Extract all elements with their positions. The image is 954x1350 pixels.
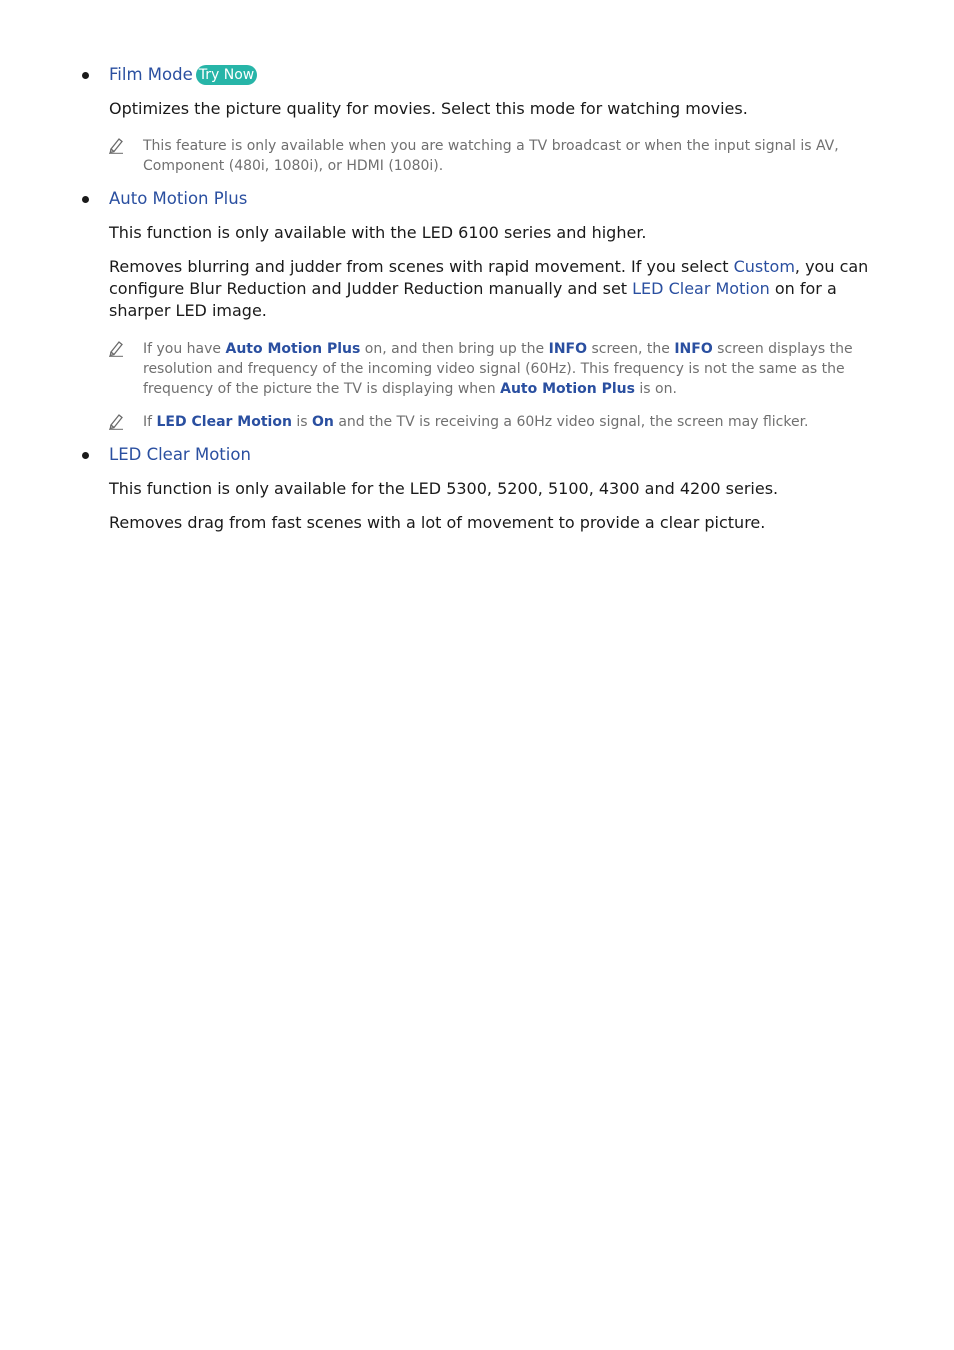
info-link[interactable]: INFO xyxy=(548,341,587,357)
text-run: If xyxy=(143,414,157,430)
text-run: on for a sharper LED image. xyxy=(109,279,837,320)
try-now-button[interactable]: Try Now xyxy=(196,65,257,85)
text-run: If you have xyxy=(143,341,226,357)
pencil-icon xyxy=(108,412,124,430)
paragraph: Optimizes the picture quality for movies. Select this mode for watching movies. xyxy=(109,99,748,118)
text-run: is on. xyxy=(634,381,677,397)
text-run: and the TV is receiving a 60Hz video signal, the screen may flicker. xyxy=(333,414,809,430)
note-text xyxy=(143,412,868,432)
pencil-icon xyxy=(108,339,124,357)
text-run: screen, the xyxy=(587,341,675,357)
paragraph: This function is only available for the LED 5300, 5200, 5100, 4300 and 4200 series. xyxy=(109,479,779,498)
note-text: This feature is only available when you are watching a TV broadcast or when the input signal is AV, Component (480i, 1080i), or HDMI (1080i). xyxy=(143,138,839,174)
paragraph xyxy=(109,256,869,322)
note-text xyxy=(143,339,868,399)
custom-link[interactable]: Custom xyxy=(733,257,795,276)
film-mode-link[interactable]: Film Mode xyxy=(109,65,193,84)
on-link[interactable]: On xyxy=(312,414,334,430)
auto-motion-plus-link[interactable]: Auto Motion Plus xyxy=(109,189,248,208)
text-run: screen displays the resolution and frequency of the incoming video signal (60Hz). This frequency is not the same as the frequency of the picture the TV is displaying when xyxy=(143,341,853,397)
led-clear-motion-link[interactable]: LED Clear Motion xyxy=(156,414,292,430)
text-run: Removes blurring and judder from scenes with rapid movement. If you select xyxy=(109,257,734,276)
bullet xyxy=(82,196,89,203)
text-run: is xyxy=(291,414,313,430)
led-clear-motion-link[interactable]: LED Clear Motion xyxy=(632,279,770,298)
bullet xyxy=(82,72,89,79)
led-clear-motion-link[interactable]: LED Clear Motion xyxy=(109,445,251,464)
auto-motion-plus-link[interactable]: Auto Motion Plus xyxy=(500,381,635,397)
paragraph: This function is only available with the LED 6100 series and higher. xyxy=(109,223,647,242)
paragraph: Removes drag from fast scenes with a lot of movement to provide a clear picture. xyxy=(109,513,766,532)
section-heading xyxy=(109,64,257,86)
auto-motion-plus-link[interactable]: Auto Motion Plus xyxy=(225,341,361,357)
bullet xyxy=(82,452,89,459)
text-run: on, and then bring up the xyxy=(360,341,549,357)
pencil-icon xyxy=(108,136,124,154)
text-run: , you can configure Blur Reduction and Judder Reduction manually and set xyxy=(109,257,869,298)
info-link[interactable]: INFO xyxy=(674,341,713,357)
